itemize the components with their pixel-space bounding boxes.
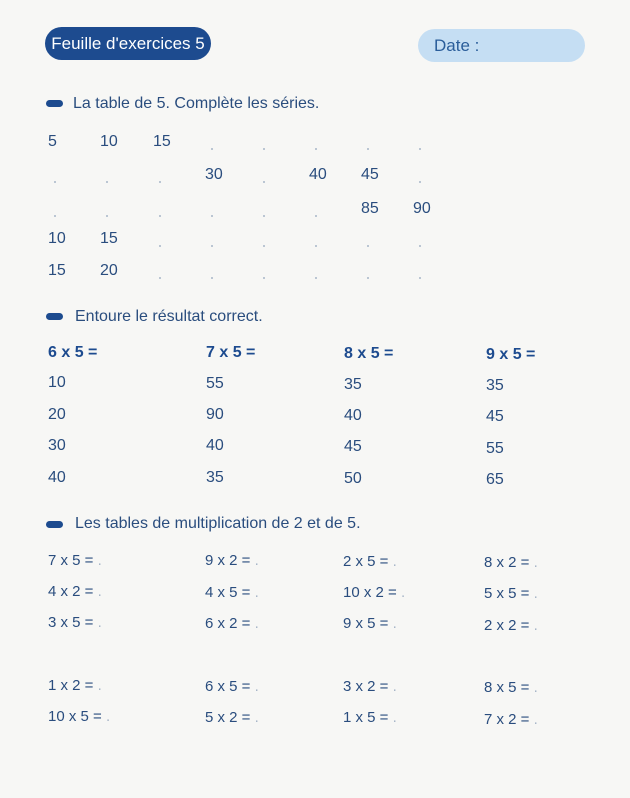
blank-dot[interactable] xyxy=(315,148,317,150)
answer-blank[interactable]: . xyxy=(101,708,111,725)
series-value: 15 xyxy=(100,230,118,247)
equation-text: 4 x 5 = xyxy=(205,584,251,601)
date-label: Date : xyxy=(434,35,480,55)
blank-dot[interactable] xyxy=(263,148,265,150)
blank-dot[interactable] xyxy=(263,277,265,279)
equation-text: 9 x 2 = xyxy=(205,552,251,569)
blank-dot[interactable] xyxy=(54,181,56,183)
blank-dot[interactable] xyxy=(106,181,108,183)
answer-option[interactable]: 40 xyxy=(206,437,224,454)
section2-bullet-icon xyxy=(46,313,63,320)
answer-blank[interactable]: . xyxy=(529,679,538,696)
series-value: 20 xyxy=(100,262,118,279)
equation-text: 2 x 5 = xyxy=(343,553,389,570)
equation[interactable] xyxy=(48,583,102,600)
blank-dot[interactable] xyxy=(263,215,265,217)
equation-text: 4 x 2 = xyxy=(48,583,94,600)
equation-text: 7 x 5 = xyxy=(48,552,94,569)
equation-text: 5 x 2 = xyxy=(205,709,251,726)
equation[interactable] xyxy=(343,615,397,632)
answer-option[interactable]: 90 xyxy=(206,406,224,423)
equation[interactable] xyxy=(343,553,397,570)
equation[interactable] xyxy=(205,709,259,726)
answer-blank[interactable]: . xyxy=(250,709,259,726)
equation-text: 3 x 5 = xyxy=(48,614,94,631)
question: 7 x 5 = xyxy=(206,344,256,361)
equation[interactable] xyxy=(343,709,397,726)
series-value: 5 xyxy=(48,133,57,150)
question: 6 x 5 = xyxy=(48,344,98,361)
answer-blank[interactable]: . xyxy=(529,617,538,634)
answer-option[interactable]: 30 xyxy=(48,437,66,454)
section3-bullet-icon xyxy=(46,521,63,528)
equation[interactable] xyxy=(205,615,259,632)
equation-text: 1 x 5 = xyxy=(343,709,389,726)
series-value: 40 xyxy=(309,166,327,183)
series-value: 15 xyxy=(48,262,66,279)
equation[interactable] xyxy=(343,678,397,695)
blank-dot[interactable] xyxy=(159,245,161,247)
blank-dot[interactable] xyxy=(211,215,213,217)
answer-blank[interactable]: . xyxy=(529,554,538,571)
equation-text: 10 x 2 = xyxy=(343,584,397,601)
section1-bullet-icon xyxy=(46,100,63,107)
series-value: 10 xyxy=(48,230,66,247)
equation-text: 1 x 2 = xyxy=(48,677,94,694)
question: 8 x 5 = xyxy=(344,345,394,362)
answer-blank[interactable]: . xyxy=(250,678,259,695)
answer-blank[interactable]: . xyxy=(529,585,538,602)
equation[interactable] xyxy=(48,708,110,725)
blank-dot[interactable] xyxy=(419,181,421,183)
equation[interactable] xyxy=(484,585,538,602)
answer-option[interactable]: 45 xyxy=(486,408,504,425)
answer-blank[interactable]: . xyxy=(93,583,102,600)
equation-text: 7 x 2 = xyxy=(484,711,530,728)
blank-dot[interactable] xyxy=(263,181,265,183)
answer-blank[interactable]: . xyxy=(388,553,397,570)
equation[interactable] xyxy=(484,554,538,571)
section3-heading: Les tables de multiplication de 2 et de 5. xyxy=(75,515,361,532)
equation[interactable] xyxy=(484,679,538,696)
blank-dot[interactable] xyxy=(419,148,421,150)
answer-option[interactable]: 40 xyxy=(48,469,66,486)
answer-blank[interactable]: . xyxy=(388,709,397,726)
equation[interactable] xyxy=(343,584,405,601)
series-value: 10 xyxy=(100,133,118,150)
answer-blank[interactable]: . xyxy=(388,678,397,695)
answer-option[interactable]: 45 xyxy=(344,438,362,455)
answer-option[interactable]: 10 xyxy=(48,374,66,391)
equation[interactable] xyxy=(48,552,102,569)
blank-dot[interactable] xyxy=(367,277,369,279)
answer-blank[interactable]: . xyxy=(250,615,259,632)
answer-option[interactable]: 20 xyxy=(48,406,66,423)
equation-text: 5 x 5 = xyxy=(484,585,530,602)
blank-dot[interactable] xyxy=(211,148,213,150)
equation[interactable] xyxy=(484,617,538,634)
equation-text: 9 x 5 = xyxy=(343,615,389,632)
blank-dot[interactable] xyxy=(211,277,213,279)
section1-heading: La table de 5. Complète les séries. xyxy=(73,95,320,112)
blank-dot[interactable] xyxy=(211,245,213,247)
answer-blank[interactable]: . xyxy=(388,615,397,632)
blank-dot[interactable] xyxy=(54,215,56,217)
equation-text: 8 x 2 = xyxy=(484,554,530,571)
series-value: 45 xyxy=(361,166,379,183)
blank-dot[interactable] xyxy=(159,181,161,183)
answer-option[interactable]: 40 xyxy=(344,407,362,424)
answer-option[interactable]: 35 xyxy=(206,469,224,486)
answer-option[interactable]: 65 xyxy=(486,471,504,488)
blank-dot[interactable] xyxy=(106,215,108,217)
blank-dot[interactable] xyxy=(159,215,161,217)
blank-dot[interactable] xyxy=(367,245,369,247)
blank-dot[interactable] xyxy=(315,277,317,279)
blank-dot[interactable] xyxy=(419,277,421,279)
answer-blank[interactable]: . xyxy=(93,552,102,569)
answer-blank[interactable]: . xyxy=(250,584,259,601)
answer-blank[interactable]: . xyxy=(250,552,259,569)
equation-text: 8 x 5 = xyxy=(484,679,530,696)
answer-blank[interactable]: . xyxy=(529,711,538,728)
answer-blank[interactable]: . xyxy=(396,584,406,601)
equation[interactable] xyxy=(205,678,259,695)
blank-dot[interactable] xyxy=(315,245,317,247)
blank-dot[interactable] xyxy=(263,245,265,247)
equation[interactable] xyxy=(484,711,538,728)
equation-text: 6 x 5 = xyxy=(205,678,251,695)
section2-heading: Entoure le résultat correct. xyxy=(75,308,263,325)
worksheet-title xyxy=(45,27,211,60)
equation[interactable] xyxy=(205,584,259,601)
equation-text: 6 x 2 = xyxy=(205,615,251,632)
answer-option[interactable]: 55 xyxy=(486,440,504,457)
series-value: 85 xyxy=(361,200,379,217)
answer-option[interactable]: 55 xyxy=(206,375,224,392)
blank-dot[interactable] xyxy=(159,277,161,279)
equation-text: 10 x 5 = xyxy=(48,708,102,725)
equation[interactable] xyxy=(205,552,259,569)
equation-text: 2 x 2 = xyxy=(484,617,530,634)
series-value: 30 xyxy=(205,166,223,183)
question: 9 x 5 = xyxy=(486,346,536,363)
series-value: 15 xyxy=(153,133,171,150)
answer-option[interactable]: 35 xyxy=(344,376,362,393)
blank-dot[interactable] xyxy=(367,148,369,150)
equation[interactable] xyxy=(48,614,102,631)
equation[interactable] xyxy=(48,677,102,694)
worksheet-title-text: Feuille d'exercices 5 xyxy=(51,33,205,53)
equation-text: 3 x 2 = xyxy=(343,678,389,695)
date-field[interactable] xyxy=(418,29,585,62)
series-value: 90 xyxy=(413,200,431,217)
answer-option[interactable]: 50 xyxy=(344,470,362,487)
answer-option[interactable]: 35 xyxy=(486,377,504,394)
answer-blank[interactable]: . xyxy=(93,677,102,694)
blank-dot[interactable] xyxy=(315,215,317,217)
answer-blank[interactable]: . xyxy=(93,614,102,631)
blank-dot[interactable] xyxy=(419,245,421,247)
